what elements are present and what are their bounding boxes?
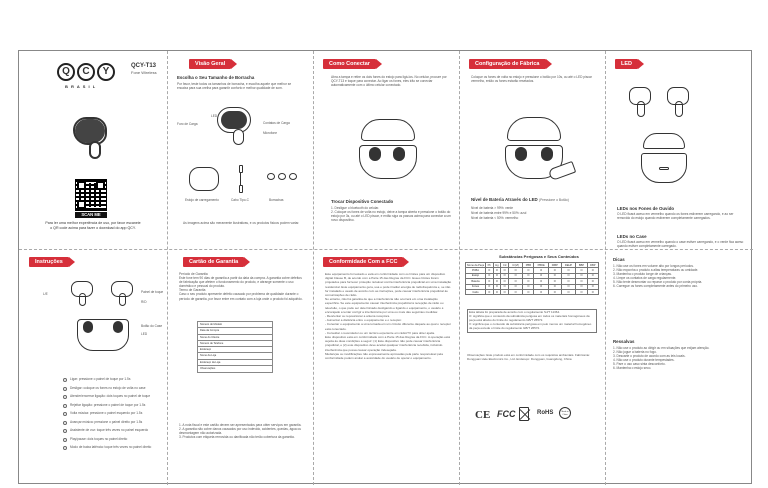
instruction-text: Avançar música: pressione o painel direito por 1.5s [70,419,143,424]
hazard-cell: O [561,279,576,284]
label-touch-panel: Painel de toque [141,290,164,294]
hazard-cell: O [486,268,494,273]
list-item [63,428,163,437]
label-contacts: Contatos de Carga [263,121,290,125]
label-led: LED [211,114,218,118]
hazard-cell: O [486,289,494,294]
hazard-cell: O [509,268,523,273]
recycle-bin-icon [519,407,529,421]
instruction-text: Rejeitar ligação: pressione o painel de toque por 1.5s [70,402,146,407]
fold-line [459,51,460,485]
hazard-cell: O [509,289,523,294]
warranty-field: Observações [200,367,216,371]
switch-device-title: Trocar Dispositivo Conectado [331,199,394,204]
led-buds-text: O LED ficará aceso em vermelho quando os fones estiverem carregando, e ao ser removido do estojo quando estiverem completamente carregados. [617,212,734,221]
made-in-china-icon: Made in China [559,407,571,419]
hazard-cell: O [576,279,587,284]
instruction-text: Desligar: coloque os fones no estojo de volta no case [70,385,146,390]
overview-intro: Por favor, teste todos os tamanhos de borracha, e escolha aquele que melhor se encaixa para sua orelha para garantir conforto e melhor qualidade de som. [177,82,292,91]
hazard-cell: O [534,279,549,284]
hazard-cell: O [548,289,561,294]
touch-icon [63,429,67,433]
hazard-table [465,262,599,295]
warranty-field: Data da Compra [198,328,272,334]
overview-note: As imagens acima são meramente ilustrativas, e os produtos físicos podem variar. [183,221,300,225]
hazard-note: Esta tabela foi preparada de acordo com o regulamento SJ/T 11364. O: significa que o conteúdo da substância perigosa em todos os materiais homogêneos da peça está abaixo do limite do regulamento GB/T 26572. X: significa que o conteúdo da substância perigosa em pelo menos um material homogêneo da peça excede o limite do regulamento GB/T 26572. [467,309,597,333]
battery-level-green: Nível de bateria > 99%: verde [471,206,514,210]
hazard-header: PBB [523,263,534,268]
hazard-cell: O [493,284,501,289]
instruction-text: Assistente de voz: toque três vezes no painel esquerdo [70,428,149,432]
label-mic: Microfone [263,131,277,135]
instruction-text: Volta música: pressione o painel esquerdo por 1.5s [70,411,143,415]
product-type: Fone Wireless [131,70,157,75]
hazard-header: Pb [486,263,494,268]
hazard-cell: O [486,273,494,278]
battery-note: (Pressione o Botão) [538,198,569,202]
tips-title: Dicas [613,257,625,262]
touch-icon [63,378,67,382]
hazard-cell: O [587,284,598,289]
touch-icon [63,404,67,408]
hazard-cell: O [523,273,534,278]
hazard-cell: Bateria [466,279,486,284]
hazard-header: Cr(VI) [509,263,523,268]
hazard-cell: O [509,273,523,278]
instruction-text: Atender/encerrar ligação: dois toques no painel de toque [70,394,151,398]
logo-subtitle: B R A S I L [65,84,97,89]
touch-icon [63,387,67,391]
hazard-cell: Estojo [466,273,486,278]
warranty-field: Nome da Loja [198,353,272,359]
warranty-field: Número de Telefone [198,341,272,347]
fcc-text: Este equipamento foi testado e está em conformidade com os limites para um dispositivo digital Classe B, de acordo com a Parte 15 das Regras da FCC. Esses limites foram projetados para fornecer proteção razoável contra interferência prejudicial em uma instalação residencial. Este equipamento gera, usa e pode irradiar energia de radiofrequência e, se não for instalado e usado de acordo com as instruções, pode causar interferência prejudicial às comunicações de rádio. No entanto, não há garantia de que a interferência não ocorrerá em uma instalação específica. Se este equipamento causar interferência prejudicial à recepção de rádio ou televisão, o que pode ser determinado desligando e ligando o equipamento, o usuário é encorajado a tentar corrigir a interferência por uma ou mais das seguintes medidas: - Reorientar ou reposicionar a antena receptora. - Aumentar a distância entre o equipamento e o receptor. - Conectar o equipamento a uma tomada em um circuito diferente daquele ao qual o receptor está conectado. - Consultar o revendedor ou um técnico experiente em rádio/TV para obter ajuda. Este dispositivo está em conformidade com a Parte 15 das Regras da FCC. A operação está sujeita às duas condições a seguir: (1) Este dispositivo não pode causar interferência prejudicial, e (2) este dispositivo deve aceitar qualquer interferência recebida, incluindo interferência que possa causar operação indesejada. Mudanças ou modificações não expressamente aprovadas pela parte responsável pela conformidade podem anular a autoridade do usuário de operar o equipamento. [325,272,452,361]
battery-title [471,197,569,202]
hazard-header: BBP [576,263,587,268]
touch-icon [63,395,67,399]
earbud-illustration [69,113,113,163]
warnings-title: Ressalvas [613,339,635,344]
manufacturer-info: Observações: Este produto está em conformidade com os requisitos ambientais. Fabricante: Dongguan Hele Electronics Co., Ltd. Endereço: Dongguan, Guangdong, China [467,353,591,361]
qr-code[interactable] [75,179,107,211]
touch-icon [63,412,67,416]
tips-text: 1. Não use os fones em volume alto por longos períodos. 2. Não exponha o produto a altas temperaturas ou umidade. 3. Mantenha o produto longe de crianças. 4. Limpe os contatos de carga regularmente. 5. Não tente desmontar ou reparar o produto por conta própria. 6. Carregue os fones completamente antes do primeiro uso. [613,264,703,289]
instruction-text: Ligar: pressione o painel de toque por 1.5s [70,377,131,381]
instruction-text: Play/pause: dois toques no painel direito [70,436,128,441]
section-tab-led: LED [615,59,638,69]
fold-line [167,51,168,485]
hazard-cell: O [576,289,587,294]
table-row [466,289,599,294]
hazard-cell: PCBA [466,268,486,273]
hazard-cell: O [523,268,534,273]
list-item [63,394,163,403]
brand-logo [57,63,117,93]
hazard-cell: O [509,279,523,284]
hazard-cell: O [561,284,576,289]
section-tab-instructions: Instruções [29,257,69,267]
section-tab-fcc: Conformidade Com a FCC [323,257,403,267]
hazard-cell: O [486,284,494,289]
hazard-cell: O [548,273,561,278]
hazard-header: Cd [501,263,509,268]
touch-icon [63,438,67,442]
warnings-text: 1. Não use o produto ao dirigir ou em situações que exijam atenção. 2. Não jogue a bateria no fogo. 3. Descarte o produto de acordo com as leis locais. 4. Não use o produto durante tempestades. 5. Pare o uso caso sinta desconforto. 6. Mantenha o estojo seco. [613,346,710,371]
section-tab-overview: Visão Geral [189,59,231,69]
hazard-header: Hg [493,263,501,268]
battery-level-red: Nível de bateria < 50%: vermelho [471,216,519,220]
hazard-cell: O [561,268,576,273]
label-left: L/E [43,292,48,296]
instructions-diagram [65,275,143,355]
hazard-header: DEHP [561,263,576,268]
overview-title: Escolha o Seu Tamanho de Borracha [177,75,255,80]
list-item [63,420,163,429]
charging-case-illustration [189,167,219,191]
hazard-cell: O [523,284,534,289]
certification-marks [475,407,595,425]
led-case-illustration [641,133,687,187]
hazard-cell: O [587,279,598,284]
hazard-cell: O [561,289,576,294]
led-earbuds-illustration [621,85,701,121]
logo-letter: Q [57,63,75,81]
hazard-cell: O [587,273,598,278]
product-model: QCY-T13 [131,63,157,69]
accessory-case: Estojo de carregamento [185,198,219,202]
hazard-cell: O [534,268,549,273]
battery-level-blue: Nível de bateria entre 99% e 50%: azul [471,211,527,215]
hazard-cell: O [493,279,501,284]
fcc-mark-icon: FCC [497,409,516,419]
hazard-cell: O [548,279,561,284]
list-item [63,403,163,412]
warranty-field: Nome do Cliente [198,335,272,341]
hazard-cell: O [523,279,534,284]
fold-line [313,51,314,485]
switch-device-steps: 1. Desligue o bluetooth do celular. 2. Coloque os fones de volta no estojo, deixe a tampa aberta e pressione o botão do estojo por 3s, ou até o LED piscar, e então siga os passos acima para conectar a um novo dispositivo. [331,206,451,223]
hazard-cell: O [548,284,561,289]
hazard-cell: O [501,273,509,278]
hazard-cell: O [534,273,549,278]
hazard-cell: O [501,289,509,294]
touch-icon [63,446,67,450]
section-tab-connect: Como Conectar [323,59,376,69]
hazard-cell: Cabo [466,289,486,294]
scan-caption: Para ler uma melhor experiência de uso, por favor escaneie o QR code acima para fazer o download do app QCY. [45,221,141,230]
list-item [63,445,163,454]
hazard-cell: O [501,268,509,273]
hazard-header: Nome da Peça [466,263,485,267]
list-item [63,437,163,446]
hazard-cell: O [493,273,501,278]
case-with-finger-illustration [499,117,575,189]
open-case-illustration [355,119,421,183]
hazard-cell: O [493,289,501,294]
hazard-header: PBDE [534,263,549,268]
fold-line [605,51,606,485]
scan-me-label: SCAN ME [75,212,107,218]
led-buds-title: LEDs nos Fones de Ouvido [617,206,675,211]
hazard-cell: O [561,273,576,278]
logo-letter: C [77,63,95,81]
warranty-field: Número do Modelo [198,322,272,328]
label-case-led: LED [141,332,148,336]
led-case-title: LEDs no Case [617,234,647,239]
hazard-cell: O [576,268,587,273]
hazard-cell: O [501,284,509,289]
hazard-header: DBP [587,263,598,268]
warranty-field: Endereço [198,347,272,353]
list-item [63,411,163,420]
manual-sheet [18,50,752,484]
connect-intro: Abra a tampa e retire os dois fones do estojo para ligá-los. No celular, procure por QCY-T13 e toque para conectar. Ao ligar os fones, eles irão se conectar automaticamente com o último celular conectado. [331,75,447,88]
list-item [63,377,163,386]
fold-line [19,249,753,250]
instruction-text: Modo de baixa latência: toque três vezes no painel direito [70,445,152,449]
warranty-form [197,321,273,373]
hazard-title: Substâncias Perigosas e Seus Conteúdos [499,254,579,259]
usb-c-cable-illustration [235,165,247,193]
hazard-cell: O [534,289,549,294]
instruction-list [63,377,163,454]
accessory-tips: Borrachas [269,198,284,202]
hazard-cell: O [509,284,523,289]
hazard-header: DIBP [548,263,561,268]
logo-letter: Y [97,63,115,81]
rohs-mark-icon: RoHS [537,410,554,416]
hazard-cell: Fones [466,284,486,289]
accessory-cable: Cabo Tipo-C [231,198,249,202]
ear-tips-illustration [267,173,297,183]
label-case-button: Botão do Case [141,324,163,328]
hazard-cell: O [493,268,501,273]
earbud-diagram [215,103,255,149]
label-right: R/D [141,300,147,304]
section-tab-factory: Configuração de Fábrica [469,59,546,69]
section-tab-warranty: Cartão de Garantia [183,257,244,267]
hazard-cell: O [587,289,598,294]
hazard-cell: O [523,289,534,294]
hazard-cell: O [587,268,598,273]
hazard-cell: O [548,268,561,273]
list-item [63,386,163,395]
hazard-cell: O [486,279,494,284]
factory-intro: Coloque os fones de volta no estojo e pressione o botão por 10s, ou até o LED piscar vermelho, então os fones estarão resetados. [471,75,592,84]
label-pairing: Furo de Carga [177,122,198,126]
hazard-cell: O [576,273,587,278]
warranty-text: Período de Garantia Este fone tem 90 dias de garantia a partir da data da compra. A garantia cobre defeitos de fabricação que afetem o funcionamento do produto, e abrange somente o uso doméstico e pessoal do produto. Termo de Garantia Caso o seu produto apresente defeito causado por problema de qualidade durante o período de garantia, por favor entre em contato com a loja onde o produto foi adquirido. [179,272,303,301]
hazard-cell: O [576,284,587,289]
touch-icon [63,421,67,425]
hazard-cell: O [534,284,549,289]
hazard-cell: O [501,279,509,284]
warranty-footer: 1. A nota fiscal e este cartão devem ser apresentados para obter serviços em garantia. 2. A garantia não cobre danos causados por uso indevido, acidentes, quedas, água ou desmontagem não autorizada. 3. Produtos com etiqueta removida ou danificada não terão cobertura da garantia. [179,423,302,440]
warranty-field: Endereço da Loja [198,360,272,366]
ce-mark-icon: CE [475,409,491,421]
battery-title-text: Nível de Bateria Através do LED [471,197,538,202]
led-case-text: O LED ficará aceso em vermelho quando o case estiver carregando, e o verde fica aceso quando estiver completamente carregado. [617,240,744,249]
